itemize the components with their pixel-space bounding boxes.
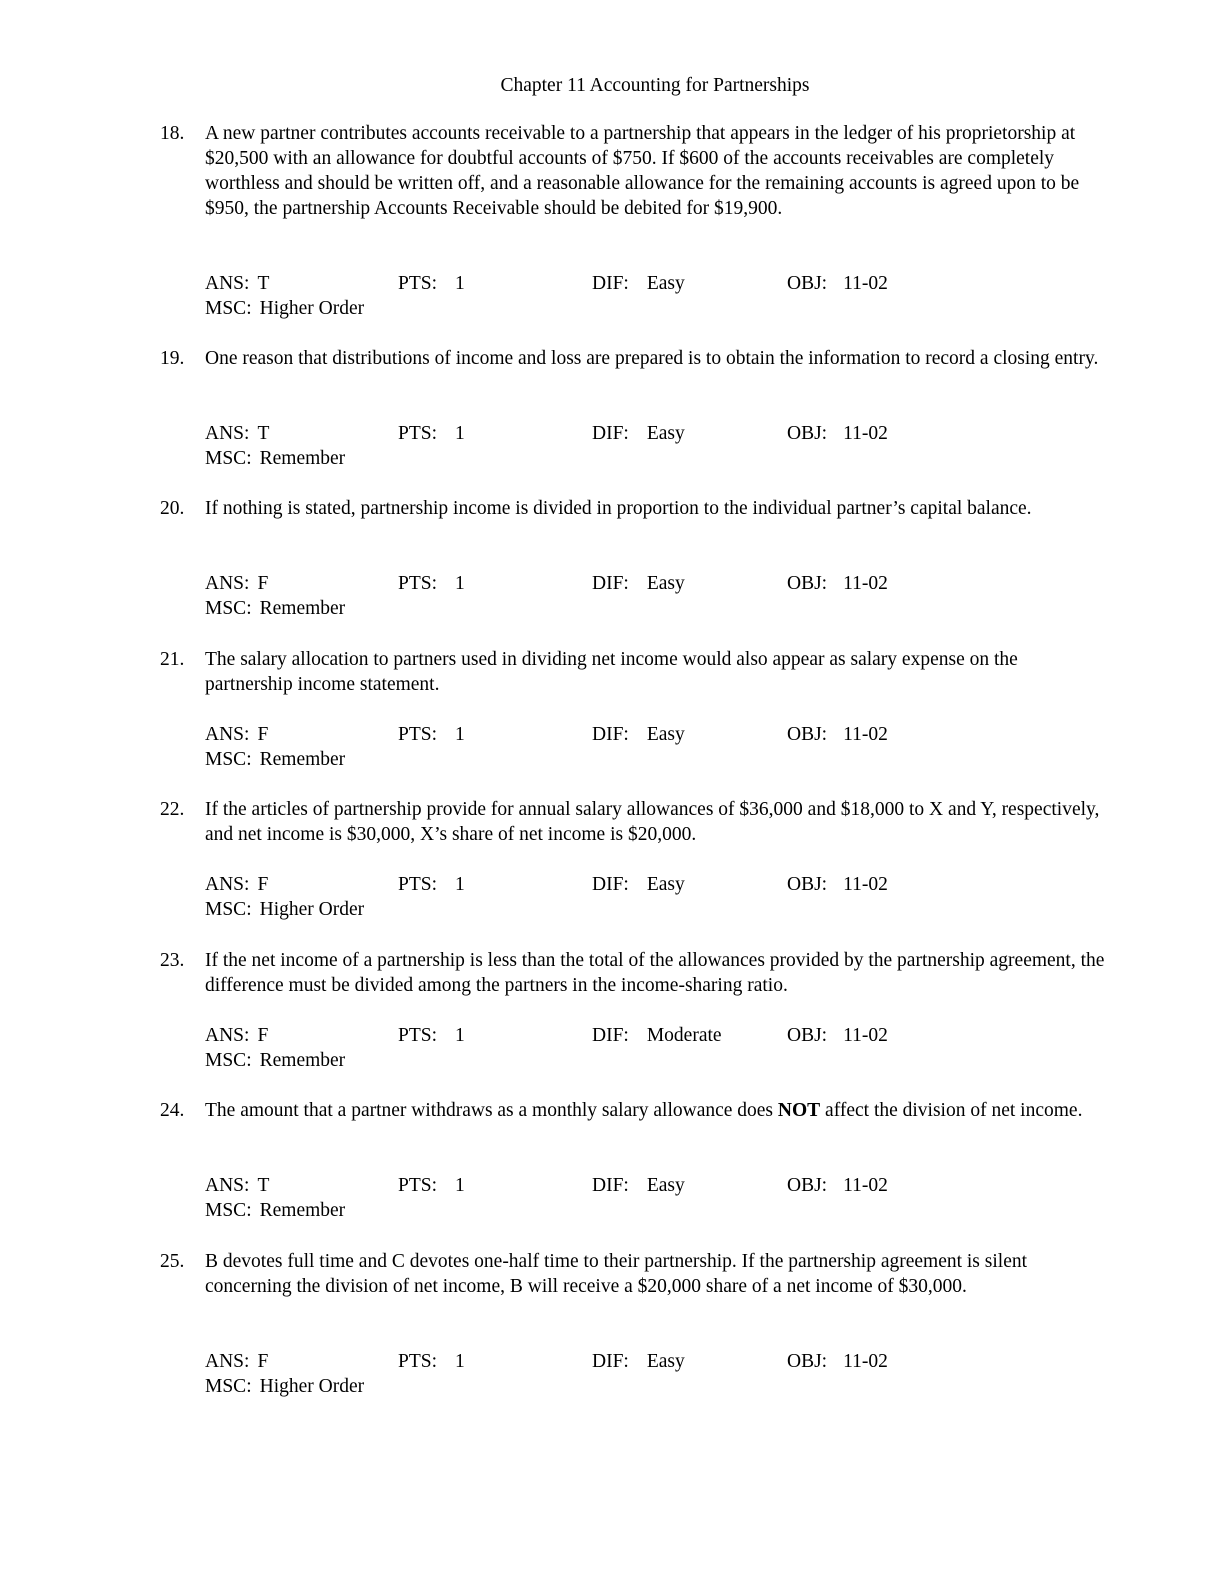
msc-value: Higher Order [259,298,365,319]
answer-meta [205,271,1105,321]
obj-value: 11-02 [843,1351,888,1372]
msc-field: MSC: Remember [205,448,346,469]
pts-field: PTS: 1 [398,423,465,444]
msc-value: Higher Order [259,899,365,920]
dif-value: Easy [646,273,685,294]
question-text: If the net income of a partnership is less than the total of the allowances provided by the partnership agreement, the difference must be divided among the partners in the income-sharing ratio. [205,950,1105,996]
question-text: The amount that a partner withdraws as a monthly salary allowance does NOT affect the division of net income. [205,1100,1083,1121]
pts-value: 1 [455,1351,465,1372]
obj-value: 11-02 [843,1025,888,1046]
msc-field: MSC: Remember [205,749,346,770]
msc-value: Remember [259,1200,346,1221]
ans-field: ANS: F [205,724,269,745]
dif-value: Easy [646,1175,685,1196]
msc-field: MSC: Remember [205,598,346,619]
question-number: 24. [160,1100,185,1121]
ans-value: T [257,423,270,444]
pts-field: PTS: 1 [398,724,465,745]
msc-value: Higher Order [259,1376,365,1397]
pts-value: 1 [455,1025,465,1046]
obj-field: OBJ: 11-02 [787,273,888,294]
dif-field: DIF: Easy [592,573,685,594]
answer-meta [205,421,1105,471]
obj-field: OBJ: 11-02 [787,874,888,895]
question-number: 22. [160,799,185,820]
msc-field: MSC: Higher Order [205,1376,365,1397]
dif-field: DIF: Easy [592,724,685,745]
pts-field: PTS: 1 [398,573,465,594]
obj-value: 11-02 [843,273,888,294]
ans-field: ANS: T [205,273,270,294]
question-text: A new partner contributes accounts receivable to a partnership that appears in the ledger of his proprietorship at $20,500 with an allowance for doubtful accounts of $750. If $600 of the accounts receivables are completely worthless and should be written off, and a reasonable allowance for the remaining accounts is agreed upon to be $950, the partnership Accounts Receivable should be debited for $19,900. [205,123,1080,219]
answer-meta [205,722,1105,772]
ans-field: ANS: F [205,1025,269,1046]
pts-field: PTS: 1 [398,273,465,294]
dif-value: Easy [646,423,685,444]
msc-field: MSC: Higher Order [205,899,365,920]
question-text: If the articles of partnership provide for annual salary allowances of $36,000 and $18,000 to X and Y, respectively, and net income is $30,000, X’s share of net income is $20,000. [205,799,1100,845]
msc-field: MSC: Remember [205,1200,346,1221]
pts-value: 1 [455,573,465,594]
msc-value: Remember [259,1050,346,1071]
ans-field: ANS: F [205,874,269,895]
pts-field: PTS: 1 [398,1175,465,1196]
pts-value: 1 [455,874,465,895]
obj-field: OBJ: 11-02 [787,724,888,745]
msc-value: Remember [259,598,346,619]
ans-value: F [257,874,269,895]
answer-meta [205,1349,1105,1399]
ans-value: F [257,724,269,745]
ans-value: F [257,1025,269,1046]
obj-value: 11-02 [843,1175,888,1196]
obj-field: OBJ: 11-02 [787,1351,888,1372]
dif-field: DIF: Moderate [592,1025,722,1046]
ans-value: F [257,1351,269,1372]
answer-meta [205,872,1105,922]
ans-value: T [257,273,270,294]
pts-value: 1 [455,1175,465,1196]
answer-meta [205,1023,1105,1073]
dif-value: Easy [646,724,685,745]
question-number: 25. [160,1251,185,1272]
dif-value: Moderate [646,1025,722,1046]
dif-field: DIF: Easy [592,423,685,444]
msc-value: Remember [259,749,346,770]
obj-field: OBJ: 11-02 [787,1175,888,1196]
dif-value: Easy [646,1351,685,1372]
answer-meta [205,571,1105,621]
dif-field: DIF: Easy [592,874,685,895]
question-number: 21. [160,649,185,670]
question-number: 20. [160,498,185,519]
ans-field: ANS: F [205,1351,269,1372]
ans-field: ANS: T [205,423,270,444]
pts-field: PTS: 1 [398,874,465,895]
dif-field: DIF: Easy [592,1175,685,1196]
question-number: 18. [160,123,185,144]
pts-field: PTS: 1 [398,1351,465,1372]
obj-value: 11-02 [843,724,888,745]
page-title: Chapter 11 Accounting for Partnerships [500,75,810,96]
question-text: The salary allocation to partners used in dividing net income would also appear as salary expense on the partnership income statement. [205,649,1018,695]
ans-value: F [257,573,269,594]
obj-value: 11-02 [843,423,888,444]
question-text: One reason that distributions of income and loss are prepared is to obtain the information to record a closing entry. [205,348,1099,369]
answer-meta [205,1173,1105,1223]
obj-value: 11-02 [843,573,888,594]
question-number: 19. [160,348,185,369]
emphasis-not: NOT [777,1100,821,1121]
obj-field: OBJ: 11-02 [787,1025,888,1046]
pts-value: 1 [455,423,465,444]
obj-value: 11-02 [843,874,888,895]
dif-value: Easy [646,874,685,895]
question-number: 23. [160,950,185,971]
pts-value: 1 [455,273,465,294]
ans-field: ANS: T [205,1175,270,1196]
msc-field: MSC: Remember [205,1050,346,1071]
question-text: If nothing is stated, partnership income is divided in proportion to the individual partner’s capital balance. [205,498,1032,519]
dif-field: DIF: Easy [592,273,685,294]
ans-value: T [257,1175,270,1196]
pts-value: 1 [455,724,465,745]
obj-field: OBJ: 11-02 [787,423,888,444]
msc-value: Remember [259,448,346,469]
dif-field: DIF: Easy [592,1351,685,1372]
dif-value: Easy [646,573,685,594]
ans-field: ANS: F [205,573,269,594]
obj-field: OBJ: 11-02 [787,573,888,594]
msc-field: MSC: Higher Order [205,298,365,319]
pts-field: PTS: 1 [398,1025,465,1046]
question-text: B devotes full time and C devotes one-half time to their partnership. If the partnership agreement is silent concerning the division of net income, B will receive a $20,000 share of a net income of $30,000. [205,1251,1028,1297]
